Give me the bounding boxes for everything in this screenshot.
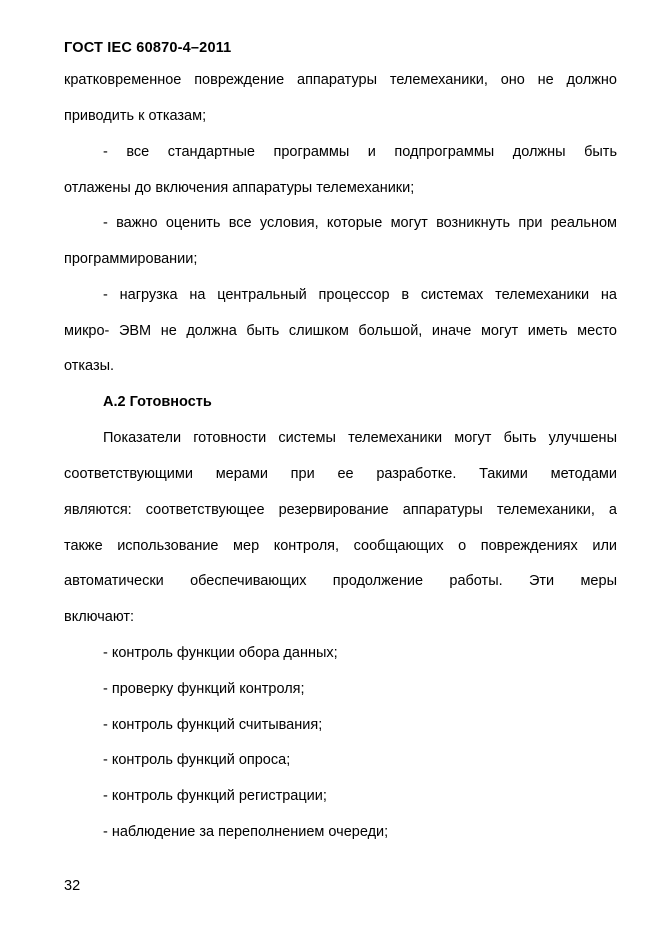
- section-heading: А.2 Готовность: [103, 394, 212, 410]
- text-line: программировании;: [64, 251, 198, 267]
- list-dash-line: - важно оценить все условия, которые могут возникнуть при реальном: [103, 215, 617, 231]
- paragraph-line: автоматически обеспечивающих продолжение работы. Эти меры: [64, 573, 617, 589]
- list-item: - наблюдение за переполнением очереди;: [103, 824, 389, 840]
- text-line: кратковременное повреждение аппаратуры телемеханики, оно не должно: [64, 72, 617, 88]
- list-item: - контроль функций регистрации;: [103, 788, 327, 804]
- list-item: - контроль функций считывания;: [103, 717, 323, 733]
- paragraph-line: Показатели готовности системы телемеханики могут быть улучшены: [103, 430, 617, 446]
- page-number: 32: [64, 878, 81, 894]
- paragraph-line: также использование мер контроля, сообщающих о повреждениях или: [64, 538, 617, 554]
- standard-header: ГОСТ IEC 60870-4–2011: [64, 40, 232, 56]
- paragraph-line: включают:: [64, 609, 135, 625]
- list-dash-line: - нагрузка на центральный процессор в системах телемеханики на: [103, 287, 617, 303]
- paragraph-line: являются: соответствующее резервирование аппаратуры телемеханики, а: [64, 502, 617, 518]
- text-line: микро- ЭВМ не должна быть слишком большой, иначе могут иметь место: [64, 323, 617, 339]
- paragraph-line: соответствующими мерами при ее разработке. Такими методами: [64, 466, 617, 482]
- list-item: - контроль функций опроса;: [103, 752, 291, 768]
- list-item: - контроль функции обора данных;: [103, 645, 338, 661]
- text-line: приводить к отказам;: [64, 108, 207, 124]
- list-dash-line: - все стандартные программы и подпрограммы должны быть: [103, 144, 617, 160]
- text-line: отказы.: [64, 358, 115, 374]
- text-line: отлажены до включения аппаратуры телемеханики;: [64, 180, 415, 196]
- list-item: - проверку функций контроля;: [103, 681, 305, 697]
